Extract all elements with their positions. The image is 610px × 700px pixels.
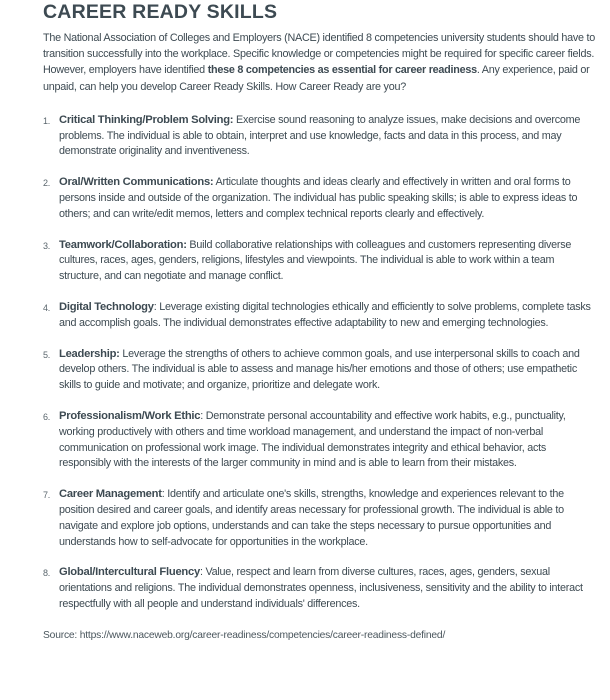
- item-description: : Demonstrate personal accountability and effective work habits, e.g., punctuality, working productively with others and time workload management, and understand the impact of non-verbal communication on professional work image. The individual demonstrates integrity and ethical behavior, acts responsibly with the interests of the larger community in mind and is able to learn from their mistakes.: [59, 409, 566, 470]
- item-description: Build collaborative relationships with colleagues and customers representing diverse cultures, races, ages, genders, religions, lifestyles and viewpoints. The individual is able to work within a team structure, and can negotiate and manage conflict.: [59, 238, 572, 283]
- item-title: Career Management: [59, 488, 162, 501]
- competency-list: [43, 113, 599, 613]
- competency-item: [43, 300, 599, 332]
- intro-text-before: The National Association of Colleges and Employers (NACE) identified 8 competencies university students should have to transition successfully into the workplace. Specific knowledge or competencies might be required for specific career fields. However, employers have identified: [43, 32, 596, 77]
- intro-paragraph: [43, 30, 599, 95]
- item-description: : Identify and articulate one's skills, strengths, knowledge and experiences relevant to the position desired and career goals, and identify areas necessary for professional growth. The individual is able to navigate and explore job options, understands and can take the steps necessary to pursue opportunities and understands how to self-advocate for opportunities in the workplace.: [59, 488, 564, 548]
- competency-item: [43, 238, 599, 285]
- competency-item: [43, 347, 599, 394]
- intro-emphasis: these 8 competencies as essential for career readiness: [207, 64, 477, 77]
- intro-text-after: . Any experience, paid or unpaid, can help you develop Career Ready Skills. How Career Ready are you?: [43, 64, 590, 93]
- item-description: Articulate thoughts and ideas clearly and effectively in written and oral forms to persons inside and outside of the organization. The individual has public speaking skills; is able to express ideas to others; and can write/edit memos, letters and complex technical reports clearly and effectively.: [59, 176, 578, 220]
- competency-item: [43, 409, 599, 472]
- competency-item: [43, 175, 599, 222]
- item-number: 8.: [43, 568, 51, 579]
- item-title: Leadership:: [59, 347, 120, 360]
- page-title: CAREER READY SKILLS: [43, 1, 278, 23]
- item-title: Global/Intercultural Fluency: [59, 566, 200, 579]
- competency-item: [43, 113, 599, 160]
- item-number: 4.: [43, 302, 51, 313]
- competency-item: [43, 565, 599, 612]
- item-number: 2.: [43, 178, 51, 189]
- competency-item: [43, 487, 599, 550]
- document-page: [43, 0, 599, 643]
- item-title: Digital Technology: [59, 300, 154, 313]
- item-number: 5.: [43, 349, 51, 360]
- item-title: Critical Thinking/Problem Solving:: [59, 113, 234, 126]
- source-citation: Source: https://www.naceweb.org/career-readiness/competencies/career-readiness-defined/: [43, 629, 446, 641]
- item-number: 7.: [43, 490, 51, 501]
- item-number: 6.: [43, 411, 51, 422]
- item-title: Teamwork/Collaboration:: [59, 238, 187, 251]
- item-description: Leverage the strengths of others to achieve common goals, and use interpersonal skills to coach and develop others. The individual is able to assess and manage his/her emotions and those of others; use empathetic skills to guide and motivate; and organize, prioritize and delegate work.: [59, 347, 580, 392]
- item-number: 1.: [43, 115, 51, 126]
- item-description: : Value, respect and learn from diverse cultures, races, ages, genders, sexual orientations and religions. The individual demonstrates openness, inclusiveness, sensitivity and the ability to interact respectfully with all people and understand individuals' differences.: [59, 566, 583, 610]
- item-title: Oral/Written Communications:: [59, 176, 214, 189]
- item-number: 3.: [43, 240, 51, 251]
- item-description: : Leverage existing digital technologies ethically and efficiently to solve problems, complete tasks and accomplish goals. The individual demonstrates effective adaptability to new and emerging technologies.: [59, 300, 591, 329]
- item-title: Professionalism/Work Ethic: [59, 409, 201, 422]
- item-description: Exercise sound reasoning to analyze issues, make decisions and overcome problems. The individual is able to obtain, interpret and use knowledge, facts and data in this process, and may demonstrate originality and inventiveness.: [59, 113, 581, 158]
